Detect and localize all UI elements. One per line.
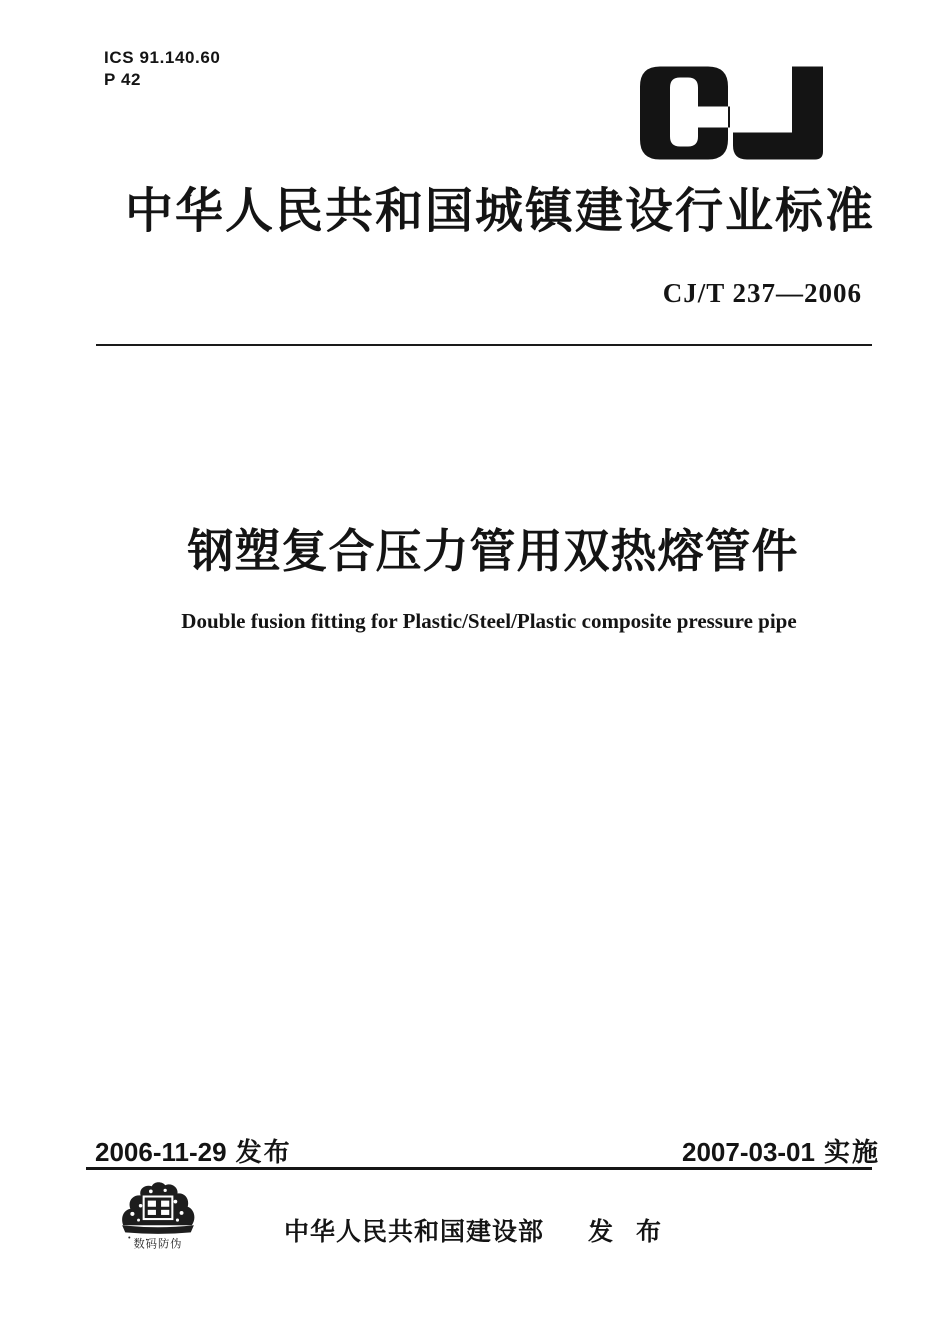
classification-code: P 42 xyxy=(104,70,142,89)
publish-action-label: 发 布 xyxy=(588,1218,666,1246)
publisher-name: 中华人民共和国建设部 xyxy=(284,1218,545,1246)
stamp-window xyxy=(161,1201,169,1207)
ics-code: ICS 91.140.60 xyxy=(104,48,221,67)
implement-date: 2007-03-01 xyxy=(681,1137,815,1167)
issue-date-line xyxy=(95,1132,292,1169)
standard-title-zh: 钢塑复合压力管用双热熔管件 xyxy=(187,525,799,577)
bottom-divider-rule xyxy=(86,1167,872,1170)
standard-title-en: Double fusion fitting for Plastic/Steel/Plastic composite pressure pipe xyxy=(181,609,797,633)
standard-code: CJ/T 237—2006 xyxy=(662,278,862,308)
stamp-speckle xyxy=(149,1190,153,1194)
stamp-speckle xyxy=(164,1189,167,1192)
implement-label: 实施 xyxy=(823,1137,880,1167)
cj-logo xyxy=(640,66,823,160)
issue-label: 发布 xyxy=(235,1137,292,1167)
cj-logo-letter-c xyxy=(640,67,730,160)
stamp-window xyxy=(148,1201,156,1207)
implement-date-line xyxy=(682,1132,880,1169)
stamp-speckle xyxy=(139,1204,142,1207)
issue-date: 2006-11-29 xyxy=(95,1137,227,1167)
publisher-line xyxy=(0,1212,950,1248)
top-divider-rule xyxy=(96,344,872,346)
dates-row xyxy=(95,1132,880,1169)
stamp-label: 数码防伪 xyxy=(133,1238,183,1251)
stamp-speckle xyxy=(174,1200,178,1204)
ics-block xyxy=(104,47,221,91)
standard-type-heading: 中华人民共和国城镇建设行业标准 xyxy=(124,185,875,238)
cj-logo-letter-j xyxy=(733,67,823,160)
